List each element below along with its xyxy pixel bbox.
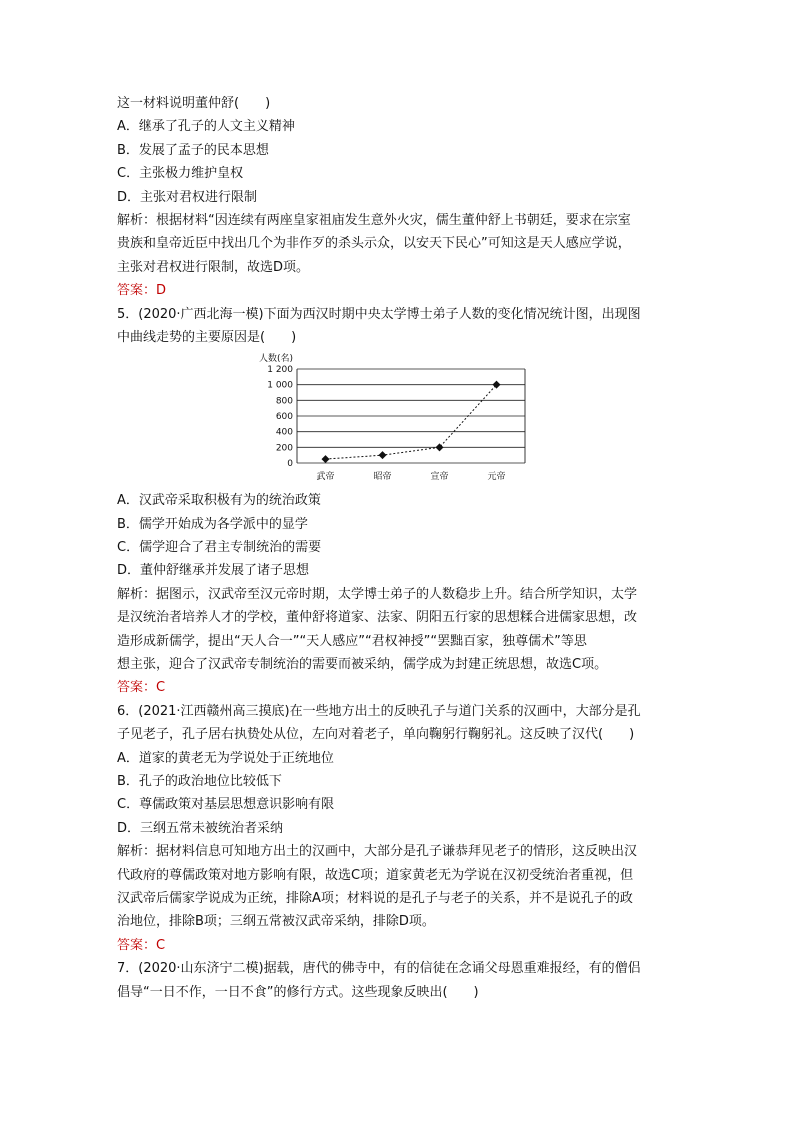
q5-option-a: A．汉武帝采取积极有为的统治政策 xyxy=(117,493,321,509)
chart-svg xyxy=(251,349,551,489)
q5-analysis-line: 解析：据图示，汉武帝至汉元帝时期，太学博士弟子的人数稳步上升。结合所学知识，太学 xyxy=(117,586,638,602)
q4-analysis-line: 贵族和皇帝近臣中找出几个为非作歹的杀头示众，以安天下民心”可知这是天人感应学说， xyxy=(117,236,631,252)
q5-answer: 答案：C xyxy=(117,680,166,696)
q5-analysis-line: 造形成新儒学，提出“天人合一”“天人感应”“君权神授”“罢黜百家，独尊儒术”等思 xyxy=(117,633,587,649)
q6-option-d: D．三纲五常未被统治者采纳 xyxy=(117,820,284,836)
q4-answer: 答案：D xyxy=(117,283,167,299)
q4-stem: 这一材料说明董仲舒( ) xyxy=(117,96,271,111)
chart-y-tick-label: 1 000 xyxy=(267,380,293,391)
q6-answer: 答案：C xyxy=(117,937,166,953)
q4-option-d: D．主张对君权进行限制 xyxy=(117,189,258,205)
chart-data-point xyxy=(493,381,501,389)
q5-option-d: D．董仲舒继承并发展了诸子思想 xyxy=(117,563,310,579)
q5-option-b: B．儒学开始成为各学派中的显学 xyxy=(117,516,308,532)
q6-stem-line: 子见老子，孔子居右执贽处从位，左向对着老子，单向鞠躬行鞠躬礼。这反映了汉代( ) xyxy=(117,727,635,743)
q5-analysis-line: 想主张，迎合了汉武帝专制统治的需要而被采纳，儒学成为封建正统思想，故选C项。 xyxy=(117,657,608,673)
chart-y-tick-label: 400 xyxy=(275,427,293,438)
q6-option-c: C．尊儒政策对基层思想意识影响有限 xyxy=(117,797,335,813)
chart-x-tick-label: 武帝 xyxy=(316,472,335,483)
q5-option-c: C．儒学迎合了君主专制统治的需要 xyxy=(117,540,322,556)
chart-data-point xyxy=(322,455,330,463)
chart-y-tick-label: 1 200 xyxy=(267,365,293,376)
q4-analysis-line: 解析：根据材料“因连续有两座皇家祖庙发生意外火灾，儒生董仲舒上书朝廷，要求在宗室 xyxy=(117,212,631,228)
q6-analysis-line: 代政府的尊儒政策对地方影响有限，故选C项；道家黄老无为学说在汉初受统治者重视，但 xyxy=(117,867,634,883)
q6-analysis-line: 汉武帝后儒家学说成为正统，排除A项；材料说的是孔子与老子的关系，并不是说孔子的政 xyxy=(117,890,633,906)
q5-stem-line: 中曲线走势的主要原因是( ) xyxy=(117,329,297,345)
chart-y-axis-label: 人数(名) xyxy=(259,354,294,365)
chart-y-tick-label: 200 xyxy=(275,443,293,454)
q6-option-b: B．孔子的政治地位比较低下 xyxy=(117,773,282,789)
chart-series-line xyxy=(326,385,497,459)
chart-x-tick-label: 宣帝 xyxy=(430,472,449,483)
q5-analysis-line: 是汉统治者培养人才的学校，董仲舒将道家、法家、阴阳五行家的思想糅合进儒家思想，改 xyxy=(117,610,638,626)
q6-option-a: A．道家的黄老无为学说处于正统地位 xyxy=(117,750,334,766)
q7-stem-line: 7．(2020·山东济宁二模)据载，唐代的佛寺中，有的信徒在念诵父母恩重难报经，有的僧侣 xyxy=(117,961,641,977)
q4-analysis-line: 主张对君权进行限制，故选D项。 xyxy=(117,259,310,275)
q4-option-c: C．主张极力维护皇权 xyxy=(117,166,244,182)
students-line-chart xyxy=(117,349,681,489)
q4-option-b: B．发展了孟子的民本思想 xyxy=(117,142,269,158)
chart-data-point xyxy=(436,444,444,452)
q6-stem-line: 6．(2021·江西赣州高三摸底)在一些地方出土的反映孔子与道门关系的汉画中，大部分是孔 xyxy=(117,703,641,719)
chart-data-point xyxy=(379,451,387,459)
chart-y-tick-label: 600 xyxy=(275,412,293,423)
chart-x-tick-label: 元帝 xyxy=(487,472,506,483)
q5-stem-line: 5．(2020·广西北海一模)下面为西汉时期中央太学博士弟子人数的变化情况统计图，出现图 xyxy=(117,306,641,322)
q6-analysis-line: 解析：据材料信息可知地方出土的汉画中，大部分是孔子谦恭拜见老子的情形，这反映出汉 xyxy=(117,844,638,860)
chart-y-tick-label: 800 xyxy=(275,396,293,407)
document-page xyxy=(117,92,681,1004)
q4-option-a: A．继承了孔子的人文主义精神 xyxy=(117,119,295,135)
q7-stem-line: 倡导“一日不作，一日不食”的修行方式。这些现象反映出( ) xyxy=(117,984,479,1000)
chart-x-tick-label: 昭帝 xyxy=(373,472,392,483)
q6-analysis-line: 治地位，排除B项；三纲五常被汉武帝采纳，排除D项。 xyxy=(117,914,435,930)
chart-y-tick-label: 0 xyxy=(287,459,293,470)
